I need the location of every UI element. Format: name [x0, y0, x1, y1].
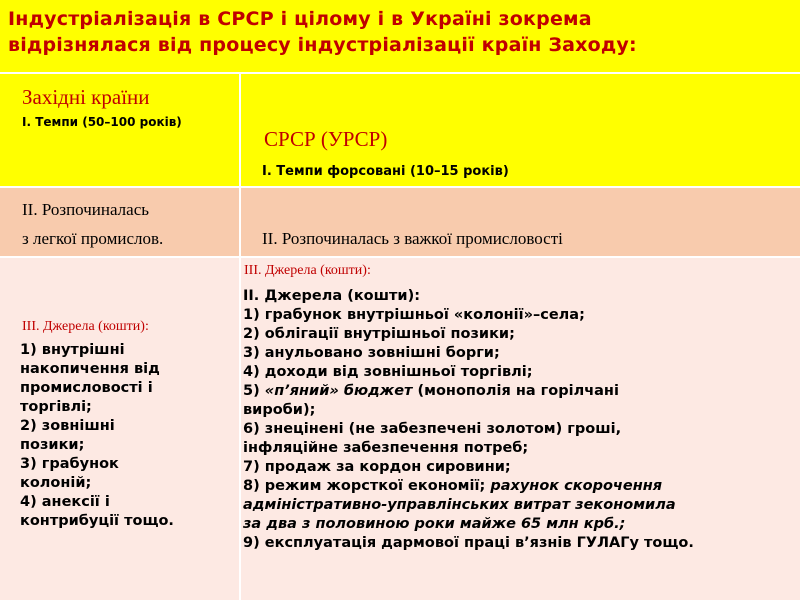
west-heading: Західні країни	[22, 85, 150, 109]
list-item: адміністративно-управлінських витрат зекономила	[243, 497, 676, 513]
ussr-heading: СРСР (УРСР)	[264, 127, 388, 151]
list-item: 7) продаж за кордон сировини;	[243, 459, 511, 475]
item-8-prefix: 8) режим жорсткої економії;	[243, 478, 491, 494]
title-line-1: Індустріалізація в СРСР і цілому і в Україні зокрема	[8, 8, 592, 30]
row1-west-cell	[0, 72, 240, 187]
list-item: 4) анексії і	[20, 494, 110, 510]
list-item: позики;	[20, 437, 85, 453]
row3-west-cell	[0, 257, 240, 600]
west-sources-list	[20, 341, 174, 531]
list-item: колоній;	[20, 475, 92, 491]
list-item: 3) грабунок	[20, 456, 119, 472]
list-item: торгівлі;	[20, 399, 92, 415]
ussr-start: II. Розпочиналась з важкої промисловості	[262, 229, 563, 248]
ussr-sources-heading: III. Джерела (кошти):	[244, 263, 371, 278]
list-item: 4) доходи від зовнішньої торгівлі;	[243, 364, 533, 380]
list-item: накопичення від	[20, 361, 160, 377]
west-start-line-2: з легкої промислов.	[22, 229, 164, 248]
title-line-2: відрізнялася від процесу індустріалізації країн Заходу:	[8, 34, 637, 56]
row2-ussr-cell	[240, 187, 800, 257]
divider	[239, 72, 241, 600]
list-item: контрибуції тощо.	[20, 513, 174, 529]
ussr-sources-subheading: ІІ. Джерела (кошти):	[243, 288, 421, 304]
row2-west-cell	[0, 187, 240, 257]
list-item: промисловості і	[20, 380, 153, 396]
list-item: за два з половиною роки майже 65 млн крб.;	[243, 516, 626, 532]
list-item: 1) внутрішні	[20, 342, 125, 358]
item-8-italic: рахунок скорочення	[490, 478, 663, 494]
slide-title	[8, 6, 788, 58]
list-item: 6) знецінені (не забезпечені золотом) гроші,	[243, 421, 622, 437]
list-item: 2) зовнішні	[20, 418, 115, 434]
ussr-sources-list	[243, 287, 694, 553]
list-item: 1) грабунок внутрішньої «колонії»–села;	[243, 307, 585, 323]
divider	[0, 256, 800, 258]
list-item: 9) експлуатація дармової праці в’язнів ГУЛАГу тощо.	[243, 535, 694, 551]
list-item: 3) анульовано зовнішні борги;	[243, 345, 500, 361]
ussr-tempo: I. Темпи форсовані (10–15 років)	[262, 164, 509, 179]
west-sources-heading: III. Джерела (кошти):	[22, 319, 149, 334]
west-start-line-1: II. Розпочиналась	[22, 200, 149, 219]
row1-ussr-cell	[240, 72, 800, 187]
row3-ussr-cell	[240, 257, 800, 600]
list-item: інфляційне забезпечення потреб;	[243, 440, 529, 456]
item-5-prefix: 5)	[243, 383, 265, 399]
list-item: 2) облігації внутрішньої позики;	[243, 326, 515, 342]
list-item	[243, 477, 694, 496]
item-5-italic: «п’яний» бюджет	[264, 383, 413, 399]
divider	[0, 186, 800, 188]
west-tempo: I. Темпи (50–100 років)	[22, 115, 182, 129]
comparison-table	[0, 72, 800, 600]
item-5-suffix: (монополія на горілчані	[412, 383, 619, 399]
list-item	[243, 382, 694, 401]
divider	[0, 72, 800, 74]
list-item: вироби);	[243, 402, 316, 418]
